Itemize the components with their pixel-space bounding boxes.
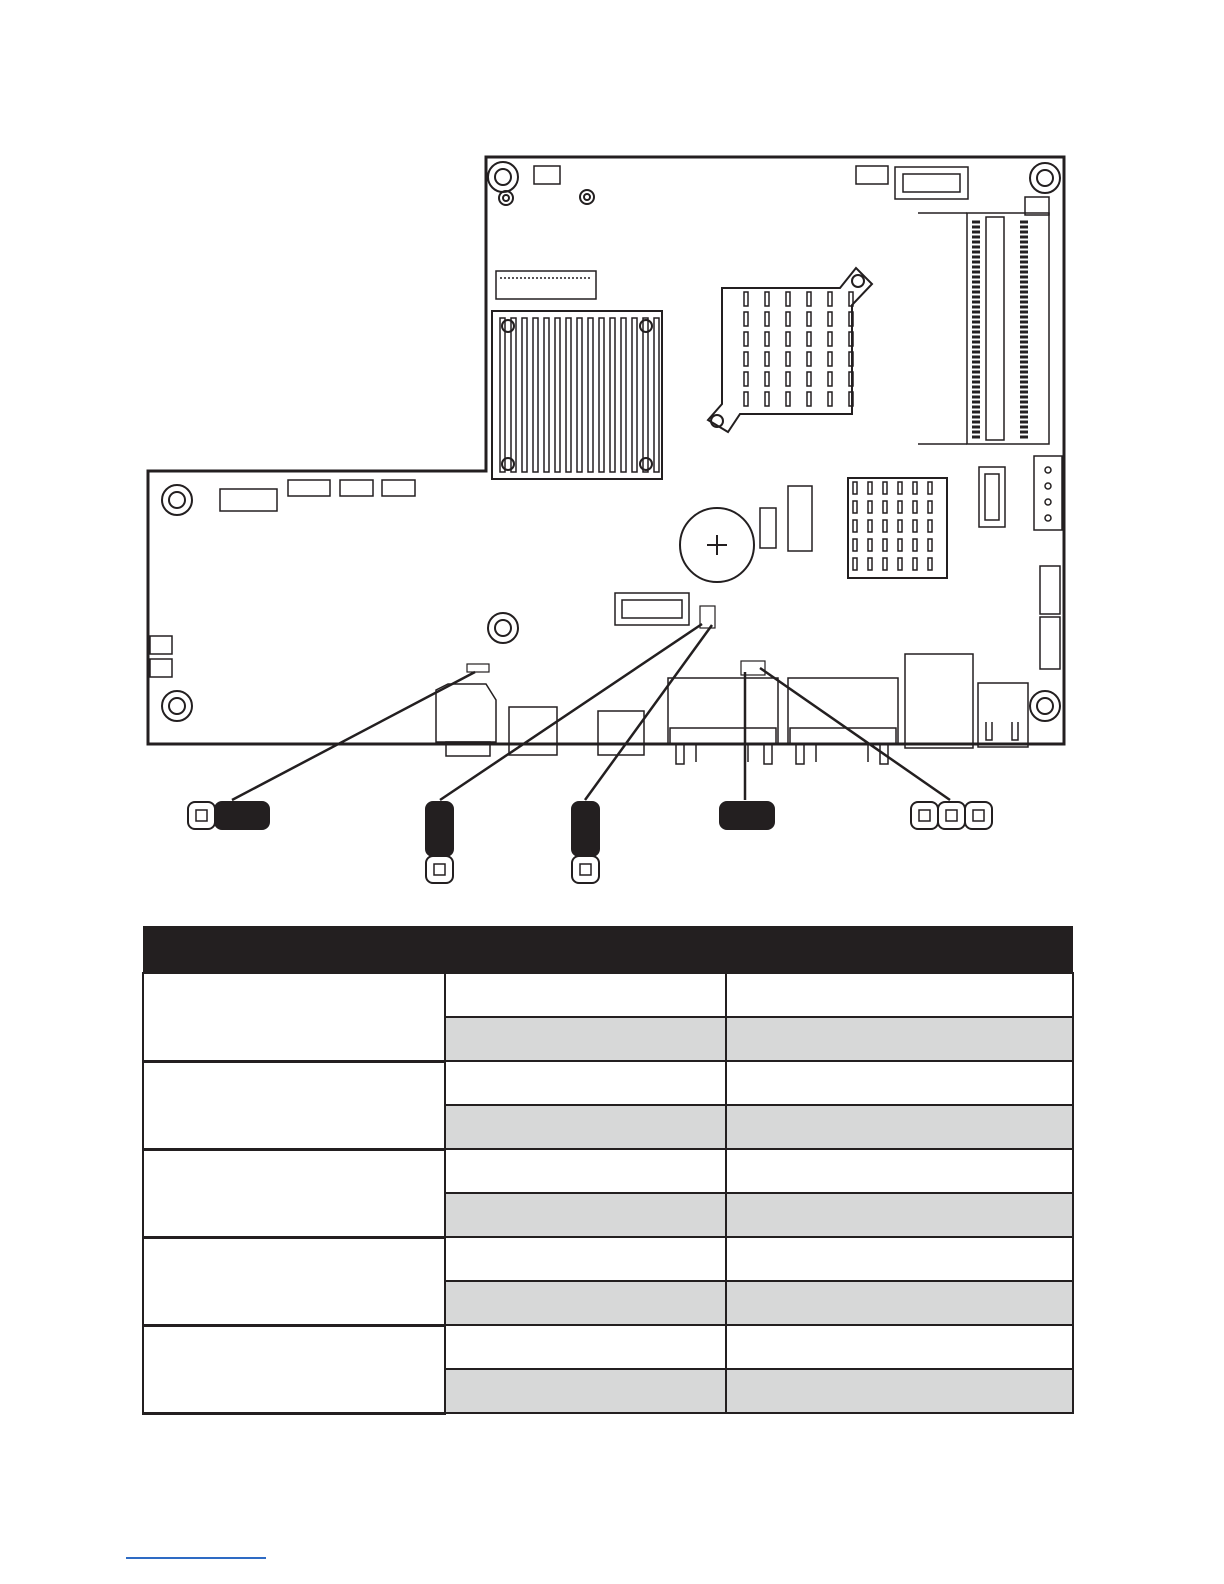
jumper-pin-open	[426, 856, 453, 883]
setting-cell	[445, 1149, 726, 1193]
sata-power-connectors	[979, 456, 1062, 669]
jumper-pin-open	[911, 802, 938, 829]
heatsink-fin	[522, 318, 527, 472]
heatsink-fin	[765, 292, 769, 306]
heatsink-fin	[511, 318, 516, 472]
heatsink-fin	[654, 318, 659, 472]
heatsink-fin	[898, 558, 902, 570]
description-cell	[726, 1061, 1073, 1105]
setting-cell	[445, 1325, 726, 1369]
heatsink-fin	[928, 482, 932, 494]
heatsink-fin	[807, 292, 811, 306]
heatsink-fin	[928, 501, 932, 513]
heatsink-fin	[786, 332, 790, 346]
description-cell	[726, 1369, 1073, 1413]
heatsink-fin	[807, 332, 811, 346]
heatsink-fin	[621, 318, 626, 472]
heatsink-fin	[853, 482, 857, 494]
cmos-battery	[680, 508, 754, 582]
heatsink-fin	[786, 312, 790, 326]
jumper-symbol	[911, 802, 992, 829]
jumper-name	[143, 1149, 445, 1237]
heatsink-fin	[868, 520, 872, 532]
heatsink-fin	[807, 372, 811, 386]
heatsink-fin	[533, 318, 538, 472]
jumper-name	[143, 973, 445, 1061]
heatsink-fin	[828, 372, 832, 386]
top-connectors	[534, 166, 1049, 215]
description-cell	[726, 973, 1073, 1017]
heatsink-fin	[643, 318, 648, 472]
southbridge-heatsink	[848, 478, 947, 578]
sodimm-slot	[918, 213, 1049, 444]
heatsink-fin	[928, 539, 932, 551]
jumper-symbol	[720, 802, 774, 829]
heatsink-fin	[807, 312, 811, 326]
setting-cell	[445, 973, 726, 1017]
heatsink-fin	[868, 501, 872, 513]
jumper-pin-open	[188, 802, 215, 829]
heatsink-fin	[868, 482, 872, 494]
heatsink-fin	[913, 558, 917, 570]
heatsink-fin	[928, 558, 932, 570]
heatsink-fin	[744, 292, 748, 306]
jumper-name	[143, 1237, 445, 1325]
setting-cell	[445, 1369, 726, 1413]
heatsink-fin	[744, 332, 748, 346]
heatsink-fin	[868, 558, 872, 570]
jumper-cap	[215, 802, 269, 829]
jumper-pin-open	[572, 856, 599, 883]
heatsink-fin	[849, 292, 853, 306]
heatsink-fin	[786, 352, 790, 366]
jumper-pin-open	[938, 802, 965, 829]
setting-cell	[445, 1237, 726, 1281]
middle-connectors	[615, 486, 812, 625]
heatsink-fin	[913, 520, 917, 532]
heatsink-fin	[744, 312, 748, 326]
heatsink-fin	[828, 392, 832, 406]
heatsink-fin	[610, 318, 615, 472]
heatsink-fin	[883, 501, 887, 513]
description-cell	[726, 1237, 1073, 1281]
heatsink-fin	[807, 352, 811, 366]
heatsink-fin	[853, 501, 857, 513]
jumper-symbol	[426, 802, 453, 883]
heatsink-fin	[744, 392, 748, 406]
heatsink-fin	[765, 312, 769, 326]
heatsink-fin	[555, 318, 560, 472]
cpu-heatsink	[492, 311, 662, 479]
heatsink-fin	[883, 482, 887, 494]
heatsink-fin	[828, 292, 832, 306]
description-cell	[726, 1105, 1073, 1149]
jumper-settings-table	[142, 926, 1074, 1415]
table-header-row	[143, 926, 1073, 973]
jumper-cap	[572, 802, 599, 856]
jumper-settings-symbols	[188, 802, 992, 883]
heatsink-fin	[786, 292, 790, 306]
header-description	[726, 926, 1073, 973]
heatsink-fin	[883, 539, 887, 551]
jumper-pin-open	[965, 802, 992, 829]
jumper-symbol	[188, 802, 269, 829]
heatsink-fin	[566, 318, 571, 472]
heatsink-fin	[786, 392, 790, 406]
heatsink-fin	[913, 539, 917, 551]
mini-pcie-slot	[496, 271, 596, 299]
setting-cell	[445, 1061, 726, 1105]
heatsink-fin	[928, 520, 932, 532]
table-row	[143, 1149, 1073, 1193]
board-outline	[148, 157, 1064, 744]
description-cell	[726, 1325, 1073, 1369]
heatsink-fin	[853, 539, 857, 551]
table-row	[143, 1325, 1073, 1369]
setting-cell	[445, 1105, 726, 1149]
heatsink-fin	[765, 332, 769, 346]
setting-cell	[445, 1281, 726, 1325]
jumper-name	[143, 1061, 445, 1149]
jumper-name	[143, 1325, 445, 1413]
header-jumper	[143, 926, 445, 973]
heatsink-fin	[828, 332, 832, 346]
description-cell	[726, 1193, 1073, 1237]
footer-rule	[126, 1557, 266, 1559]
jumper-symbol	[572, 802, 599, 883]
heatsink-fin	[765, 392, 769, 406]
heatsink-fin	[898, 539, 902, 551]
jumper-cap	[426, 802, 453, 856]
description-cell	[726, 1281, 1073, 1325]
callout-lines	[232, 624, 950, 800]
setting-cell	[445, 1193, 726, 1237]
heatsink-fin	[765, 372, 769, 386]
description-cell	[726, 1149, 1073, 1193]
jumper-cap	[720, 802, 774, 829]
heatsink-fin	[744, 352, 748, 366]
heatsink-fin	[599, 318, 604, 472]
rear-io-ports	[436, 654, 1028, 764]
left-header-connectors	[220, 480, 415, 511]
heatsink-fin	[898, 501, 902, 513]
heatsink-fin	[544, 318, 549, 472]
heatsink-fin	[828, 312, 832, 326]
heatsink-fin	[765, 352, 769, 366]
heatsink-fin	[577, 318, 582, 472]
left-small-headers	[150, 636, 172, 677]
heatsink-fin	[807, 392, 811, 406]
heatsink-fin	[898, 482, 902, 494]
heatsink-fin	[883, 558, 887, 570]
heatsink-fin	[898, 520, 902, 532]
description-cell	[726, 1017, 1073, 1061]
mounting-holes	[162, 162, 1060, 721]
setting-cell	[445, 1017, 726, 1061]
table-row	[143, 1061, 1073, 1105]
heatsink-fin	[786, 372, 790, 386]
chipset-heatsink	[708, 268, 872, 432]
heatsink-fin	[632, 318, 637, 472]
heatsink-fin	[913, 482, 917, 494]
heatsink-fin	[828, 352, 832, 366]
heatsink-fin	[913, 501, 917, 513]
heatsink-fin	[883, 520, 887, 532]
table-row	[143, 1237, 1073, 1281]
header-setting	[445, 926, 726, 973]
heatsink-fin	[588, 318, 593, 472]
heatsink-fin	[744, 372, 748, 386]
heatsink-fin	[868, 539, 872, 551]
heatsink-fin	[853, 558, 857, 570]
heatsink-fin	[853, 520, 857, 532]
heatsink-fin	[500, 318, 505, 472]
table-row	[143, 973, 1073, 1017]
